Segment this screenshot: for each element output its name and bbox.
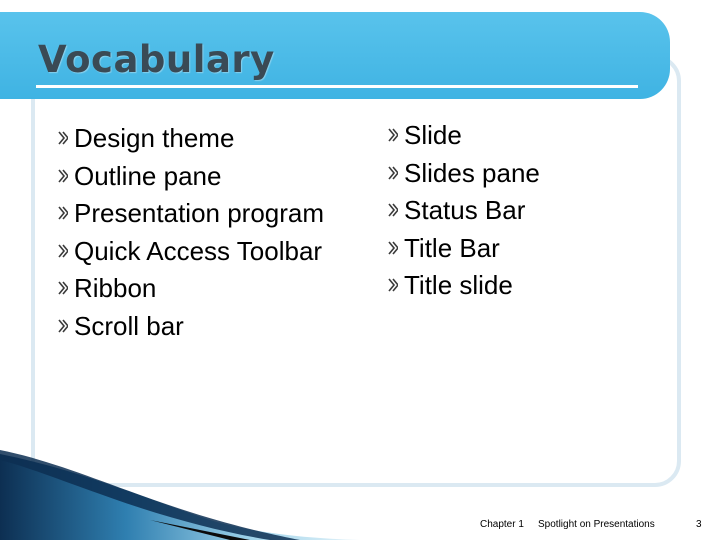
list-item-label: Outline pane [74, 160, 222, 191]
list-item [58, 233, 324, 271]
list-item [388, 230, 540, 268]
chevron-bullet-icon [58, 281, 68, 295]
list-item [58, 270, 324, 308]
footer-book-title: Spotlight on Presentations [538, 519, 655, 530]
decorative-wave-graphic [0, 450, 360, 540]
vocabulary-list-right [388, 117, 540, 305]
chevron-bullet-icon [388, 203, 398, 217]
list-item [58, 120, 324, 158]
list-item [388, 267, 540, 305]
list-item-label: Design theme [74, 123, 235, 153]
slide-title: Vocabulary [38, 38, 275, 81]
list-item-label: Slides pane [404, 157, 540, 188]
list-item-label: Ribbon [74, 273, 157, 304]
list-item-label: Presentation program [74, 198, 325, 229]
list-item [388, 192, 540, 230]
footer-page-number: 3 [696, 519, 702, 530]
list-item [388, 117, 540, 155]
chevron-bullet-icon [58, 169, 68, 183]
chevron-bullet-icon [58, 131, 68, 145]
list-item-label: Status Bar [404, 195, 526, 226]
chevron-bullet-icon [58, 319, 68, 333]
footer-chapter: Chapter 1 [480, 519, 524, 530]
list-item [58, 195, 324, 233]
list-item [58, 158, 324, 196]
chevron-bullet-icon [58, 206, 68, 220]
list-item-label: Scroll bar [74, 310, 184, 341]
chevron-bullet-icon [58, 244, 68, 258]
list-item [58, 308, 324, 346]
list-item-label: Title slide [404, 270, 513, 301]
chevron-bullet-icon [388, 278, 398, 292]
title-underline [36, 85, 638, 88]
chevron-bullet-icon [388, 166, 398, 180]
list-item-label: Slide [404, 120, 462, 150]
list-item [388, 155, 540, 193]
list-item-label: Quick Access Toolbar [74, 235, 323, 266]
list-item-label: Title Bar [404, 232, 500, 263]
chevron-bullet-icon [388, 128, 398, 142]
chevron-bullet-icon [388, 241, 398, 255]
vocabulary-list-left [58, 120, 324, 346]
